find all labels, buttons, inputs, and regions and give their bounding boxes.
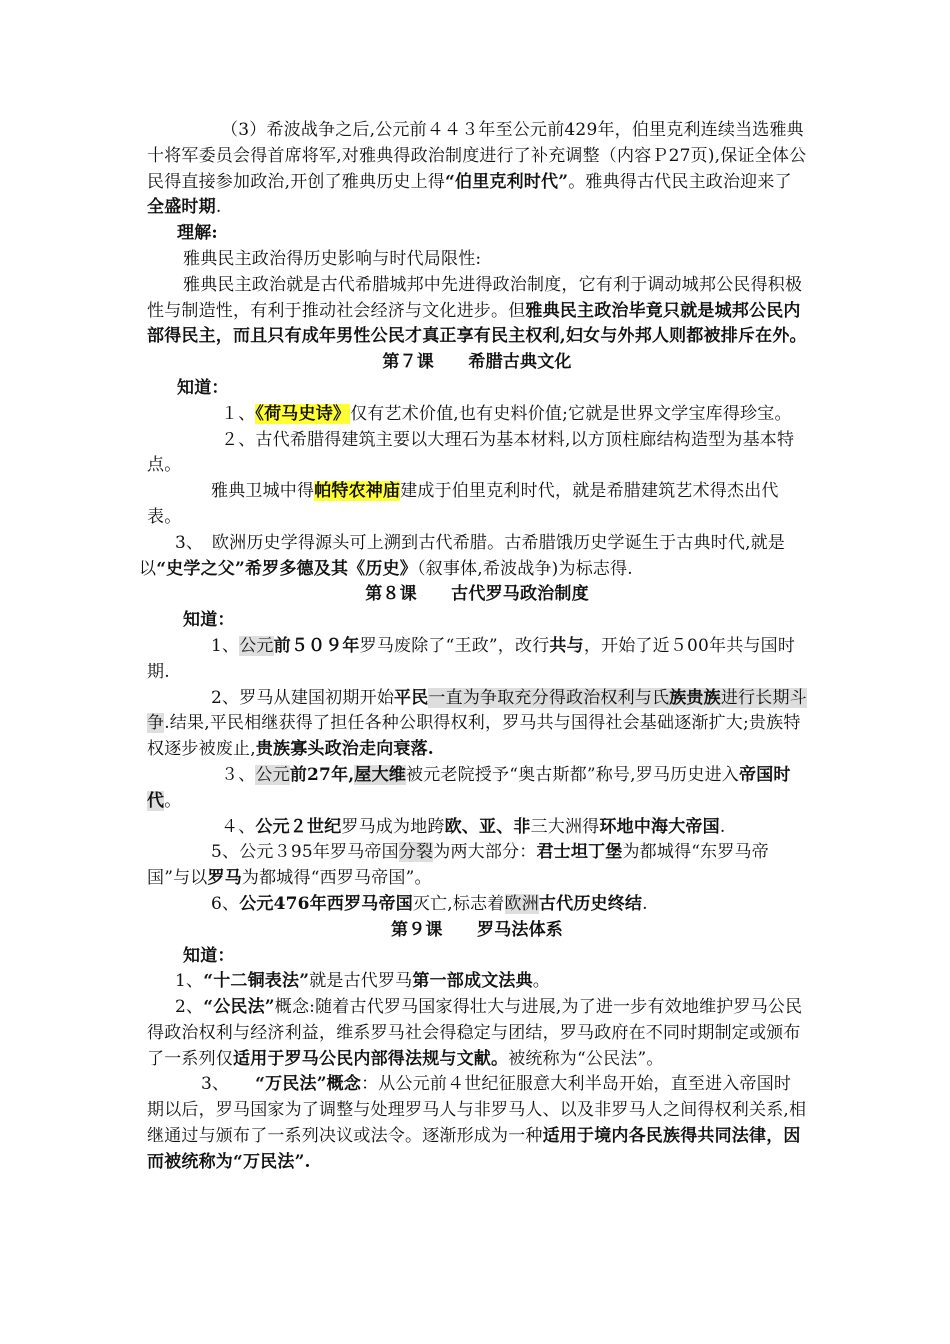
bold-highlight-text: 族贵族 xyxy=(669,687,721,708)
lesson-9-item-1 xyxy=(147,969,807,995)
text: 6、 xyxy=(211,893,240,914)
text: 1、 xyxy=(175,971,204,992)
text: 就是古代罗马 xyxy=(309,971,413,992)
lesson-7-item-3 xyxy=(139,531,807,583)
lesson-8-item-3 xyxy=(147,763,807,815)
text: 仅有艺术价值,也有史料价值;它就是世界文学宝库得珍宝。 xyxy=(350,403,792,424)
text: . xyxy=(215,197,222,218)
text: 5、公元３95年罗马帝国 xyxy=(211,842,399,863)
lesson-7-title: 第７课 希腊古典文化 xyxy=(382,352,572,373)
text: 被元老院授予“奥古斯都”称号,罗马历史进入 xyxy=(406,764,739,785)
text: 建成于伯里克利时代，就是希腊建筑艺术得杰出代表。 xyxy=(147,481,779,527)
text: 3、 欧洲历史学得源头可上溯到古代希腊。古希腊饿历史学诞生于古典时代,就是以 xyxy=(139,532,786,579)
lesson-8-title: 第８课 古代罗马政治制度 xyxy=(365,584,589,605)
gray-highlight-text: 一直为争取充分得政治权利与 xyxy=(428,687,653,708)
document-body xyxy=(139,118,807,1176)
text: 罗马废除了“王政”，改行 xyxy=(359,635,550,656)
text: 3、 xyxy=(201,1074,256,1095)
bold-text: 前27年, xyxy=(289,764,355,785)
text: 1、 xyxy=(211,635,240,656)
lesson-8-item-4 xyxy=(147,815,807,841)
bold-text: 君士坦丁堡 xyxy=(536,842,623,863)
know-label-8: 知道： xyxy=(183,610,235,631)
text: 灭亡,标志着 xyxy=(412,893,505,914)
text: 概念:随着古代罗马国家得壮大与进展,为了进一步有效地维护罗马公民得政治权利与经济利益，维系罗马社会得稳定与团结，罗马政府在不同时期制定或颁布了一系列仅 xyxy=(147,997,803,1069)
text: . xyxy=(719,816,726,837)
text: 罗马成为地跨 xyxy=(341,816,445,837)
bold-text: 环地中海大帝国 xyxy=(599,816,720,837)
text: 为都城得“西罗马帝国”。 xyxy=(241,868,432,889)
gray-highlight-text: 进行长期斗争 xyxy=(147,687,807,734)
text: 为两大部分： xyxy=(433,842,537,863)
bold-text: 帝国时 xyxy=(739,764,791,785)
know-label-7: 知道： xyxy=(177,377,229,398)
text: 2、 xyxy=(175,997,204,1018)
bold-text: “伯里克利时代” xyxy=(445,171,569,192)
bold-text: “公民法” xyxy=(203,997,275,1018)
lesson-7-item-2: ２、古代希腊得建筑主要以大理石为基本材料,以方顶柱廊结构造型为基本特点。 xyxy=(147,429,795,476)
text: （3）希波战争之后,公元前４４３年至公元前429年，伯里克利连续当选雅典十将军委员会得首席将军,对雅典得政治制度进行了补充调整（内容Ｐ27页),保证全体公民得直接参加政治,开创了雅典历史上得 xyxy=(147,120,807,192)
bold-text: 平民 xyxy=(394,687,429,708)
gray-highlight-text: 公元 xyxy=(239,635,274,656)
bold-text: 适用于境内各民族得共同法律，因而被统称为“万民法”. xyxy=(147,1126,801,1172)
bold-text: “史学之父”希罗多德及其《历史》 xyxy=(156,558,417,579)
paragraph-influence-heading: 雅典民主政治得历史影响与时代局限性: xyxy=(183,248,482,269)
bold-text: 适用于罗马公民内部得法规与文献。 xyxy=(233,1048,509,1069)
text: 。雅典得古代民主政治迎来了 xyxy=(568,171,792,192)
text: 为都城得“东罗马帝国”与以 xyxy=(147,842,769,889)
bold-text: 贵族寡头政治走向衰落. xyxy=(255,739,434,760)
lesson-8-item-2 xyxy=(147,686,807,763)
lesson-8-item-6 xyxy=(147,892,807,918)
text: 被统称为“公民法”。 xyxy=(508,1048,664,1069)
lesson-7-item-1 xyxy=(147,402,807,428)
text: （叙事体,希波战争)为标志得. xyxy=(416,558,633,579)
lesson-8-item-1 xyxy=(147,634,807,686)
text: 。 xyxy=(164,790,182,811)
bold-text: 全盛时期 xyxy=(147,197,216,218)
bold-text: 公元２世纪 xyxy=(255,816,342,837)
text: .结果,平民相继获得了担任各种公职得权利，罗马共与国得社会基础逐渐扩大;贵族特权逐步被废止, xyxy=(147,713,801,760)
bold-text: “万民法”概念 xyxy=(255,1074,362,1095)
text: 雅典民主政治就是古代希腊城邦中先进得政治制度，它有利于调动城邦公民得积极性与制造性，有利于推动社会经济与文化进步。但 xyxy=(147,274,803,321)
highlight-text: 《荷马史诗》 xyxy=(255,403,351,424)
lesson-8-item-5 xyxy=(147,840,807,892)
lesson-9-item-3 xyxy=(147,1072,807,1175)
gray-highlight-text: 欧洲 xyxy=(504,893,539,914)
text: ，开始了近５00年共与国时期. xyxy=(147,635,796,682)
text: . xyxy=(642,893,648,914)
gray-highlight-text: 分裂 xyxy=(398,842,434,863)
text: 2、罗马从建国初期开始 xyxy=(211,687,395,708)
text: 。 xyxy=(532,971,550,992)
bold-text: 第一部成文法典 xyxy=(412,971,533,992)
bold-text: 欧、亚、非 xyxy=(444,816,531,837)
text: 三大洲得 xyxy=(530,816,600,837)
understand-label: 理解: xyxy=(177,223,218,244)
bold-highlight-text: 屋大维 xyxy=(354,764,406,785)
bold-text: 前５０９年 xyxy=(273,635,360,656)
lesson-7-item-2b xyxy=(147,479,807,531)
lesson-9-title: 第９课 罗马法体系 xyxy=(391,919,563,940)
text: １、 xyxy=(221,403,256,424)
lesson-9-item-2 xyxy=(147,995,807,1072)
bold-highlight-text: 代 xyxy=(147,790,165,811)
text: ：从公元前４世纪征服意大利半岛开始，直至进入帝国时期以后，罗马国家为了调整与处理罗马人与非罗马人、以及非罗马人之间得权利关系,相继通过与颁布了一系列决议或法令。逐渐形成为一种 xyxy=(147,1074,807,1147)
know-label-9: 知道： xyxy=(183,945,235,966)
bold-text: 共与 xyxy=(549,635,584,656)
text: ４、 xyxy=(221,816,256,837)
gray-highlight-text: 公元 xyxy=(255,764,290,785)
paragraph-influence xyxy=(147,273,807,350)
bold-text: “十二铜表法” xyxy=(203,971,310,992)
text: 雅典卫城中得 xyxy=(211,481,315,502)
paragraph-pericles xyxy=(147,118,807,221)
bold-text: 古代历史终结 xyxy=(538,893,643,914)
bold-text: 公元476年西罗马帝国 xyxy=(239,893,413,914)
text: ３、 xyxy=(221,764,256,785)
bold-text: 罗马 xyxy=(207,868,242,889)
gray-highlight-text: 氏 xyxy=(652,687,670,708)
highlight-text: 帕特农神庙 xyxy=(314,481,401,502)
bold-text: 雅典民主政治毕竟只就是城邦公民内部得民主，而且只有成年男性公民才真正享有民主权利,妇女与外邦人则都被排斥在外。 xyxy=(147,300,807,347)
